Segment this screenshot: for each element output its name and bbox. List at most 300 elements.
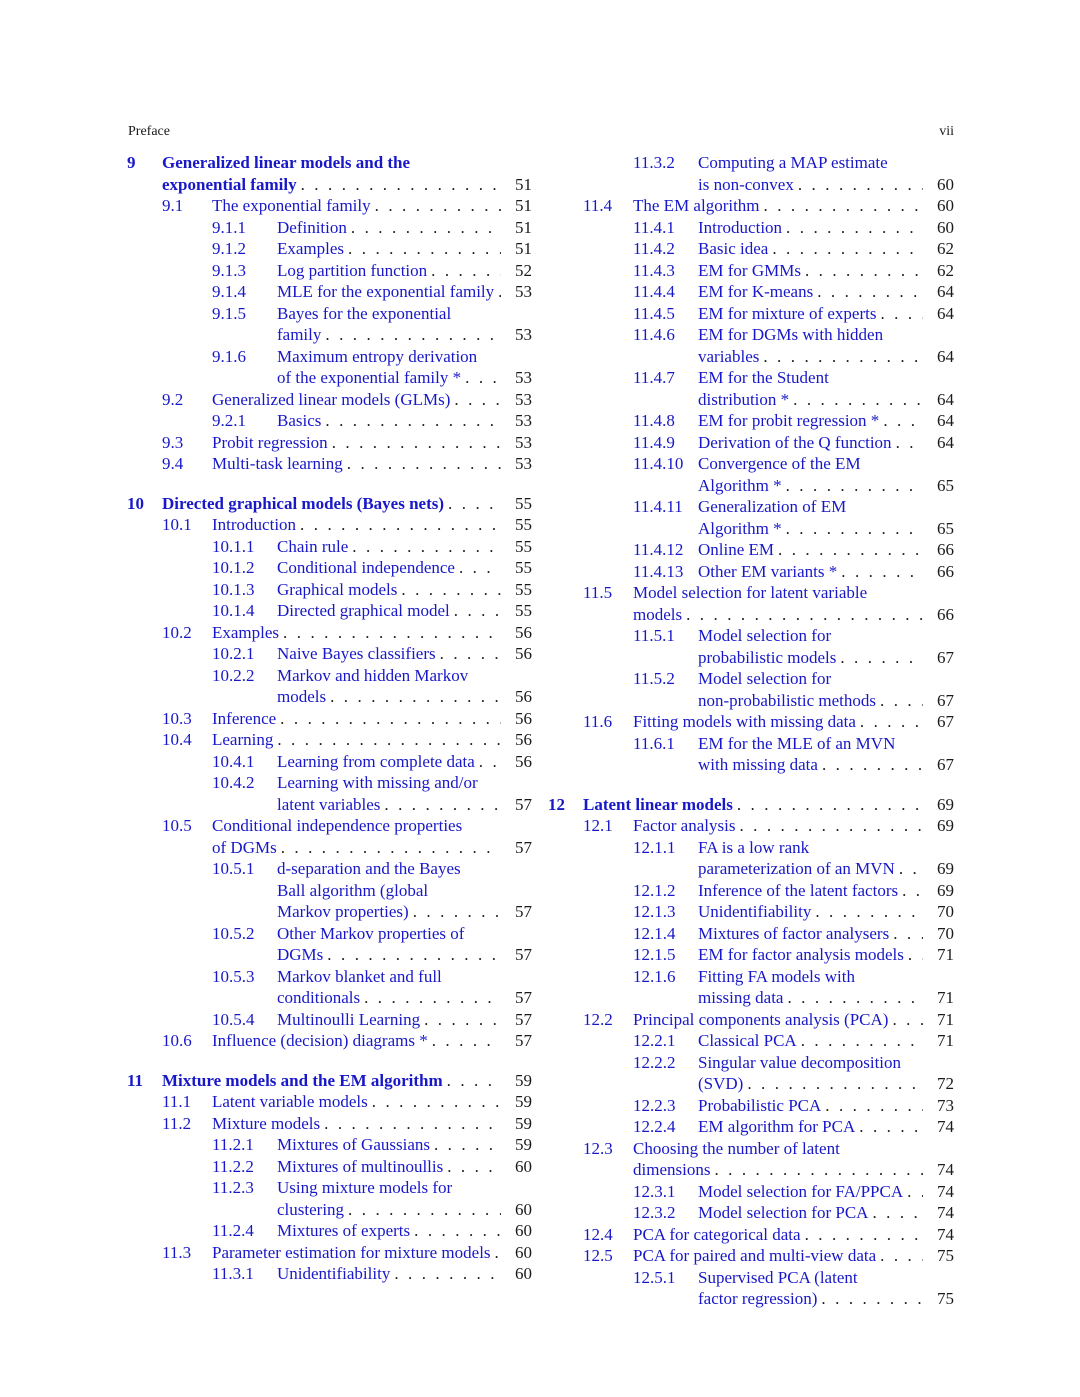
- toc-subsection: [127, 751, 532, 773]
- toc-entry-number[interactable]: 10.4.1: [212, 751, 255, 771]
- toc-page-number: 73: [937, 1095, 954, 1115]
- toc-entry-title[interactable]: clustering: [277, 1199, 345, 1219]
- toc-entry-title[interactable]: variables: [698, 346, 760, 366]
- leader-dots: [883, 410, 923, 432]
- toc-entry-number[interactable]: 11.2.1: [212, 1135, 254, 1154]
- toc-entry-number[interactable]: 12.1: [583, 816, 613, 835]
- toc-entry-number[interactable]: 11.4.6: [633, 325, 675, 344]
- toc-entry-title[interactable]: Mixture models and the EM algorithm: [162, 1070, 443, 1090]
- toc-subsection: [548, 1202, 954, 1224]
- toc-section: [127, 815, 532, 858]
- toc-entry-title[interactable]: Conditional independence: [277, 558, 455, 577]
- toc-entry-title[interactable]: with missing data: [698, 755, 818, 774]
- leader-dots: [327, 944, 501, 966]
- toc-entry-number[interactable]: 12.2: [583, 1009, 613, 1029]
- toc-entry-number[interactable]: 12.3: [583, 1138, 613, 1158]
- toc-page-number: 51: [515, 196, 532, 215]
- toc-subsection: [127, 1134, 532, 1156]
- toc-entry-number[interactable]: 10.1.3: [212, 579, 255, 599]
- toc-subsection: [548, 1095, 954, 1117]
- toc-entry-title[interactable]: Mixtures of multinoullis: [277, 1156, 444, 1176]
- toc-entry-title[interactable]: Factor analysis: [633, 816, 736, 835]
- toc-entry-title[interactable]: of DGMs: [212, 837, 277, 857]
- toc-entry-title[interactable]: Unidentifiability: [277, 1264, 391, 1283]
- toc-entry-title[interactable]: The EM algorithm: [633, 196, 760, 215]
- toc-entry-number[interactable]: 10.4.2: [212, 773, 255, 792]
- toc-entry-number[interactable]: 12.2.2: [633, 1052, 676, 1072]
- toc-page-number: 74: [937, 1181, 954, 1201]
- toc-section: [127, 708, 532, 730]
- toc-entry-number[interactable]: 9.2.1: [212, 411, 246, 430]
- leader-dots: [352, 536, 501, 558]
- toc-entry-title[interactable]: Mixtures of factor analysers: [698, 923, 890, 943]
- toc-entry-number[interactable]: 10.5.4: [212, 1009, 255, 1029]
- toc-entry-number[interactable]: 10.5.1: [212, 859, 255, 878]
- toc-entry-title[interactable]: Latent linear models: [583, 794, 733, 814]
- toc-subsection: [127, 303, 532, 346]
- toc-entry-title[interactable]: Markov properties): [277, 902, 409, 921]
- toc-section: [127, 729, 532, 751]
- leader-dots: [277, 729, 501, 751]
- toc-entry-number[interactable]: 9.3: [162, 432, 184, 452]
- toc-entry-title[interactable]: EM for mixture of experts: [698, 303, 877, 323]
- toc-page-number: 57: [515, 945, 532, 964]
- toc-subsection: [548, 837, 954, 880]
- toc-chapter: [127, 1070, 532, 1092]
- toc-entry-number[interactable]: 11.5.1: [633, 626, 675, 645]
- toc-entry-title[interactable]: Directed graphical models (Bayes nets): [162, 493, 445, 513]
- toc-entry-title[interactable]: Unidentifiability: [698, 902, 812, 921]
- toc-entry-title[interactable]: Fitting FA models with: [698, 966, 855, 986]
- toc-page-number: 64: [937, 389, 954, 409]
- toc-entry-number[interactable]: 9.1.6: [212, 346, 246, 366]
- toc-entry-number[interactable]: 9: [127, 153, 136, 172]
- toc-entry-number[interactable]: 11.2.4: [212, 1221, 254, 1240]
- toc-entry-title[interactable]: latent variables: [277, 794, 381, 814]
- toc-entry-title[interactable]: models: [633, 604, 683, 624]
- toc-entry-number[interactable]: 11.6: [583, 712, 613, 731]
- toc-entry-number[interactable]: 9.2: [162, 389, 184, 409]
- toc-entry-title[interactable]: Model selection for latent variable: [633, 583, 868, 602]
- toc-entry-title[interactable]: Learning with missing and/or: [277, 773, 478, 792]
- toc-entry-number[interactable]: 10.1.1: [212, 536, 255, 556]
- toc-subsection: [127, 1156, 532, 1178]
- toc-entry-number[interactable]: 12.3.2: [633, 1203, 676, 1222]
- leader-dots: [454, 389, 501, 411]
- toc-entry-title[interactable]: Markov blanket and full: [277, 966, 442, 986]
- toc-subsection: [548, 1030, 954, 1052]
- toc-entry-number[interactable]: 12: [548, 794, 565, 814]
- toc-entry-title[interactable]: Supervised PCA (latent: [698, 1267, 858, 1287]
- toc-entry-number[interactable]: 9.1.5: [212, 303, 246, 323]
- toc-entry-number[interactable]: 9.1.3: [212, 260, 246, 280]
- toc-entry-number[interactable]: 10.1.2: [212, 558, 255, 577]
- toc-entry-number[interactable]: 11.1: [162, 1092, 192, 1111]
- toc-entry-number[interactable]: 11.2.2: [212, 1156, 254, 1176]
- toc-entry-number[interactable]: 11.4.1: [633, 217, 675, 237]
- toc-entry-title[interactable]: Model selection for FA/PPCA: [698, 1181, 904, 1201]
- toc-entry-title[interactable]: Basic idea: [698, 239, 769, 258]
- toc-entry-title[interactable]: DGMs: [277, 945, 324, 964]
- toc-page-number: 51: [515, 174, 532, 194]
- toc-entry-title[interactable]: Parameter estimation for mixture models: [212, 1242, 491, 1262]
- leader-dots: [372, 1091, 501, 1113]
- leader-dots: [348, 1199, 501, 1221]
- toc-entry-number[interactable]: 12.3.1: [633, 1181, 676, 1201]
- toc-section: [548, 1245, 954, 1267]
- toc-entry-title[interactable]: Singular value decomposition: [698, 1052, 902, 1072]
- toc-entry-title[interactable]: The exponential family: [212, 196, 371, 215]
- toc-page-number: 74: [937, 1203, 954, 1222]
- toc-entry-title[interactable]: EM for the MLE of an MVN: [698, 733, 896, 753]
- leader-dots: [465, 367, 501, 389]
- toc-entry-number[interactable]: 11.4.5: [633, 303, 675, 323]
- toc-entry-title[interactable]: probabilistic models: [698, 647, 837, 667]
- toc-section: [548, 1138, 954, 1181]
- toc-entry-title[interactable]: Choosing the number of latent: [633, 1138, 840, 1158]
- toc-entry-number[interactable]: 11.4: [583, 196, 613, 215]
- leader-dots: [351, 217, 501, 239]
- toc-entry-number[interactable]: 12.1.1: [633, 837, 676, 857]
- toc-subsection: [127, 579, 532, 601]
- toc-section: [127, 389, 532, 411]
- toc-entry-title[interactable]: Model selection for: [698, 669, 832, 688]
- toc-page-number: 57: [515, 837, 532, 857]
- toc-entry-title[interactable]: Basics: [277, 411, 322, 430]
- leader-dots: [747, 1073, 923, 1095]
- toc-entry-number[interactable]: 9.1: [162, 196, 184, 215]
- toc-entry-number[interactable]: 10: [127, 493, 144, 513]
- toc-page-number: 59: [515, 1092, 532, 1111]
- toc-subsection: [548, 733, 954, 776]
- toc-entry-number[interactable]: 12.2.3: [633, 1095, 676, 1115]
- toc-entry-title[interactable]: Ball algorithm (global: [277, 880, 429, 900]
- leader-dots: [860, 711, 923, 733]
- toc-entry-title[interactable]: missing data: [698, 988, 784, 1007]
- toc-page-number: 56: [515, 687, 532, 706]
- toc-entry-title[interactable]: of the exponential family *: [277, 368, 462, 387]
- leader-dots: [325, 410, 501, 432]
- leader-dots: [325, 324, 501, 346]
- toc-page-number: 74: [937, 1117, 954, 1136]
- toc-entry-title[interactable]: Generalized linear models and the: [162, 153, 411, 172]
- toc-subsection: [548, 410, 954, 432]
- toc-page-number: 53: [515, 368, 532, 387]
- leader-dots: [805, 1224, 923, 1246]
- leader-dots: [498, 281, 501, 303]
- toc-entry-number[interactable]: 10.1.4: [212, 601, 255, 620]
- toc-chapter: [127, 493, 532, 515]
- leader-dots: [424, 1009, 501, 1031]
- toc-page-number: 64: [937, 282, 954, 301]
- toc-page-number: 67: [937, 712, 954, 731]
- toc-entry-number[interactable]: 11.5.2: [633, 669, 675, 688]
- toc-entry-title[interactable]: Mixture models: [212, 1113, 321, 1133]
- toc-entry-title[interactable]: FA is a low rank: [698, 837, 810, 857]
- toc-entry-number[interactable]: 12.1.3: [633, 902, 676, 921]
- toc-entry-title[interactable]: Chain rule: [277, 536, 349, 556]
- toc-entry-number[interactable]: 11.4.8: [633, 411, 675, 430]
- toc-section: [127, 514, 532, 536]
- toc-page-number: 51: [515, 217, 532, 237]
- toc-entry-number[interactable]: 12.1.4: [633, 923, 676, 943]
- leader-dots: [817, 281, 923, 303]
- toc-page-number: 64: [937, 432, 954, 452]
- toc-entry-title[interactable]: Learning: [212, 730, 274, 749]
- toc-entry-title[interactable]: Directed graphical model: [277, 601, 450, 620]
- leader-dots: [896, 432, 923, 454]
- toc-entry-title[interactable]: distribution *: [698, 389, 790, 409]
- toc-entry-number[interactable]: 10.2.1: [212, 644, 255, 663]
- toc-entry-number[interactable]: 10.2: [162, 622, 192, 642]
- leader-dots: [434, 1134, 501, 1156]
- toc-entry-number[interactable]: 9.1.2: [212, 239, 246, 258]
- toc-entry-title[interactable]: Log partition function: [277, 260, 428, 280]
- toc-entry-title[interactable]: parameterization of an MVN: [698, 859, 895, 878]
- leader-dots: [899, 858, 923, 880]
- toc-entry-number[interactable]: 10.2.2: [212, 665, 255, 685]
- toc-entry-title[interactable]: Inference of the latent factors: [698, 880, 899, 900]
- toc-page-number: 64: [937, 411, 954, 430]
- leader-dots: [764, 195, 923, 217]
- toc-entry-number[interactable]: 12.5: [583, 1246, 613, 1265]
- toc-entry-number[interactable]: 12.2.4: [633, 1117, 676, 1136]
- toc-section: [127, 1113, 532, 1135]
- toc-entry-number[interactable]: 11.6.1: [633, 733, 675, 753]
- toc-entry-number[interactable]: 10.5.2: [212, 923, 255, 943]
- toc-entry-number[interactable]: 11.5: [583, 583, 613, 602]
- toc-entry-title[interactable]: Model selection for PCA: [698, 1203, 869, 1222]
- toc-entry-title[interactable]: d-separation and the Bayes: [277, 859, 461, 878]
- toc-page-number: 59: [515, 1070, 532, 1090]
- toc-page-number: 67: [937, 647, 954, 667]
- toc-subsection: [548, 1116, 954, 1138]
- toc-page-number: 69: [937, 794, 954, 814]
- toc-entry-number[interactable]: 12.1.2: [633, 880, 676, 900]
- toc-page-number: 69: [937, 880, 954, 900]
- toc-page-number: 55: [515, 515, 532, 534]
- toc-entry-title[interactable]: Probit regression: [212, 432, 328, 452]
- toc-page-number: 52: [515, 260, 532, 280]
- toc-entry-title[interactable]: Maximum entropy derivation: [277, 346, 478, 366]
- toc-entry-title[interactable]: dimensions: [633, 1160, 711, 1179]
- toc-entry-title[interactable]: EM algorithm for PCA: [698, 1117, 856, 1136]
- toc-entry-number[interactable]: 10.6: [162, 1031, 192, 1050]
- toc-entry-title[interactable]: Multinoulli Learning: [277, 1009, 421, 1029]
- toc-entry-title[interactable]: Introduction: [212, 515, 297, 534]
- toc-page-number: 72: [937, 1074, 954, 1093]
- toc-entry-number[interactable]: 10.5.3: [212, 966, 255, 986]
- leader-dots: [448, 493, 501, 515]
- toc-subsection: [548, 152, 954, 195]
- toc-page-number: 65: [937, 518, 954, 538]
- toc-entry-number[interactable]: 11.4.10: [633, 454, 684, 473]
- toc-entry-number[interactable]: 9.4: [162, 454, 184, 473]
- toc-page-number: 60: [515, 1199, 532, 1219]
- toc-entry-title[interactable]: Generalized linear models (GLMs): [212, 389, 451, 409]
- toc-entry-title[interactable]: Latent variable models: [212, 1092, 368, 1111]
- toc-page-number: 56: [515, 644, 532, 663]
- toc-subsection: [127, 772, 532, 815]
- toc-subsection: [127, 923, 532, 966]
- toc-entry-title[interactable]: Computing a MAP estimate: [698, 153, 888, 172]
- leader-dots: [686, 604, 923, 626]
- toc-entry-title[interactable]: EM for the Student: [698, 368, 829, 387]
- toc-entry-number[interactable]: 11.2: [162, 1113, 192, 1133]
- leader-dots: [384, 794, 501, 816]
- toc-entry-number[interactable]: 11: [127, 1070, 144, 1090]
- toc-entry-title[interactable]: Classical PCA: [698, 1031, 797, 1050]
- toc-entry-number[interactable]: 9.1.1: [212, 217, 246, 237]
- toc-section: [548, 195, 954, 217]
- toc-entry-title[interactable]: Other EM variants *: [698, 561, 838, 581]
- toc-entry-title[interactable]: Mixtures of experts: [277, 1221, 411, 1240]
- toc-section: [548, 815, 954, 837]
- toc-entry-number[interactable]: 11.4.13: [633, 561, 684, 581]
- toc-entry-number[interactable]: 9.1.4: [212, 282, 246, 301]
- toc-section: [548, 1009, 954, 1031]
- toc-entry-number[interactable]: 11.4.2: [633, 239, 675, 258]
- toc-page-number: 62: [937, 239, 954, 258]
- toc-page-number: 74: [937, 1224, 954, 1244]
- toc-entry-number[interactable]: 11.4.3: [633, 260, 675, 280]
- toc-page-number: 53: [515, 454, 532, 473]
- toc-subsection: [127, 665, 532, 708]
- toc-entry-title[interactable]: Other Markov properties of: [277, 923, 465, 943]
- leader-dots: [479, 751, 501, 773]
- toc-page-number: 55: [515, 558, 532, 577]
- toc-section: [127, 432, 532, 454]
- toc-subsection: [548, 901, 954, 923]
- toc-entry-title[interactable]: family: [277, 325, 322, 344]
- toc-entry-title[interactable]: Conditional independence properties: [212, 816, 463, 835]
- toc-entry-title[interactable]: (SVD): [698, 1074, 744, 1093]
- toc-entry-title[interactable]: factor regression): [698, 1289, 818, 1308]
- toc-entry-title[interactable]: Examples: [212, 622, 280, 642]
- toc-entry-number[interactable]: 10.3: [162, 708, 192, 728]
- toc-entry-number[interactable]: 12.1.6: [633, 966, 676, 986]
- toc-entry-title[interactable]: Algorithm *: [698, 518, 782, 538]
- toc-entry-number[interactable]: 11.3.1: [212, 1264, 254, 1283]
- toc-right-column: [548, 152, 954, 1310]
- toc-subsection: [127, 1220, 532, 1242]
- toc-entry-title[interactable]: Probabilistic PCA: [698, 1095, 822, 1115]
- toc-entry-title[interactable]: is non-convex: [698, 174, 794, 194]
- toc-entry-title[interactable]: non-probabilistic methods: [698, 690, 877, 710]
- toc-entry-title[interactable]: EM for factor analysis models: [698, 945, 904, 964]
- leader-dots: [821, 1288, 923, 1310]
- toc-entry-title[interactable]: Model selection for: [698, 626, 832, 645]
- toc-entry-number[interactable]: 11.3: [162, 1242, 192, 1262]
- toc-page-number: 71: [937, 945, 954, 964]
- toc-entry-number[interactable]: 11.4.7: [633, 368, 675, 387]
- leader-dots: [495, 1242, 501, 1264]
- toc-entry-title[interactable]: Introduction: [698, 217, 783, 237]
- toc-entry-title[interactable]: Examples: [277, 239, 345, 258]
- toc-page-number: 56: [515, 730, 532, 749]
- toc-entry-title[interactable]: PCA for categorical data: [633, 1224, 801, 1244]
- leader-dots: [805, 260, 923, 282]
- toc-entry-number[interactable]: 10.5: [162, 816, 192, 835]
- leader-dots: [375, 195, 501, 217]
- toc-page-number: 70: [937, 923, 954, 943]
- toc-page-number: 65: [937, 475, 954, 495]
- toc-entry-number[interactable]: 12.4: [583, 1224, 613, 1244]
- toc-entry-number[interactable]: 10.1: [162, 515, 192, 534]
- toc-entry-title[interactable]: PCA for paired and multi-view data: [633, 1246, 877, 1265]
- toc-entry-number[interactable]: 12.1.5: [633, 945, 676, 964]
- toc-entry-title[interactable]: MLE for the exponential family: [277, 282, 495, 301]
- leader-dots: [447, 1156, 501, 1178]
- toc-entry-title[interactable]: Learning from complete data: [277, 751, 475, 771]
- leader-dots: [364, 987, 501, 1009]
- toc-entry-title[interactable]: Online EM: [698, 540, 775, 559]
- toc-entry-number[interactable]: 11.4.12: [633, 540, 684, 559]
- toc-entry-title[interactable]: exponential family: [162, 174, 297, 194]
- toc-page-number: 64: [937, 303, 954, 323]
- toc-subsection: [548, 281, 954, 303]
- toc-subsection: [127, 966, 532, 1009]
- toc-entry-title[interactable]: EM for GMMs: [698, 260, 801, 280]
- toc-subsection: [127, 260, 532, 282]
- toc-entry-title[interactable]: Convergence of the EM: [698, 454, 861, 473]
- toc-entry-number[interactable]: 12.5.1: [633, 1267, 676, 1287]
- toc-subsection: [548, 880, 954, 902]
- toc-entry-number[interactable]: 11.3.2: [633, 153, 675, 172]
- toc-entry-number[interactable]: 12.2.1: [633, 1031, 676, 1050]
- leader-dots: [902, 880, 923, 902]
- toc-entry-title[interactable]: EM for probit regression *: [698, 411, 880, 430]
- toc-section: [548, 582, 954, 625]
- toc-entry-title[interactable]: models: [277, 687, 327, 706]
- toc-entry-title[interactable]: Principal components analysis (PCA): [633, 1009, 889, 1029]
- toc-entry-title[interactable]: Definition: [277, 217, 347, 237]
- toc-entry-number[interactable]: 11.4.4: [633, 282, 675, 301]
- leader-dots: [907, 1181, 923, 1203]
- toc-subsection: [127, 410, 532, 432]
- toc-entry-number[interactable]: 10.4: [162, 730, 192, 749]
- toc-entry-title[interactable]: Influence (decision) diagrams *: [212, 1031, 428, 1050]
- toc-subsection: [548, 944, 954, 966]
- toc-page-number: 66: [937, 604, 954, 624]
- toc-entry-number[interactable]: 11.2.3: [212, 1178, 254, 1197]
- toc-page-number: 55: [515, 601, 532, 620]
- toc-entry-title[interactable]: Graphical models: [277, 579, 398, 599]
- toc-entry-title[interactable]: Generalization of EM: [698, 497, 847, 516]
- toc-entry-title[interactable]: Mixtures of Gaussians: [277, 1135, 430, 1154]
- toc-entry-title[interactable]: Markov and hidden Markov: [277, 665, 469, 685]
- toc-page-number: 59: [515, 1135, 532, 1154]
- leader-dots: [454, 600, 501, 622]
- toc-entry-title[interactable]: Algorithm *: [698, 475, 782, 495]
- toc-entry-number[interactable]: 11.4.11: [633, 497, 683, 516]
- toc-entry-title[interactable]: EM for K-means: [698, 282, 814, 301]
- toc-entry-number[interactable]: 11.4.9: [633, 432, 675, 452]
- toc-entry-title[interactable]: conditionals: [277, 988, 361, 1007]
- toc-entry-title[interactable]: Inference: [212, 708, 277, 728]
- toc-page-number: 75: [937, 1246, 954, 1265]
- toc-section: [548, 1224, 954, 1246]
- toc-entry-title[interactable]: Bayes for the exponential: [277, 303, 452, 323]
- toc-entry-title[interactable]: Naive Bayes classifiers: [277, 644, 436, 663]
- toc-entry-title[interactable]: EM for DGMs with hidden: [698, 325, 884, 344]
- toc-entry-title[interactable]: Fitting models with missing data: [633, 712, 856, 731]
- toc-entry-title[interactable]: Using mixture models for: [277, 1178, 453, 1197]
- toc-page-number: 53: [515, 325, 532, 344]
- toc-entry-title[interactable]: Derivation of the Q function: [698, 432, 892, 452]
- toc-entry-title[interactable]: Multi-task learning: [212, 454, 343, 473]
- toc-page-number: 74: [937, 1160, 954, 1179]
